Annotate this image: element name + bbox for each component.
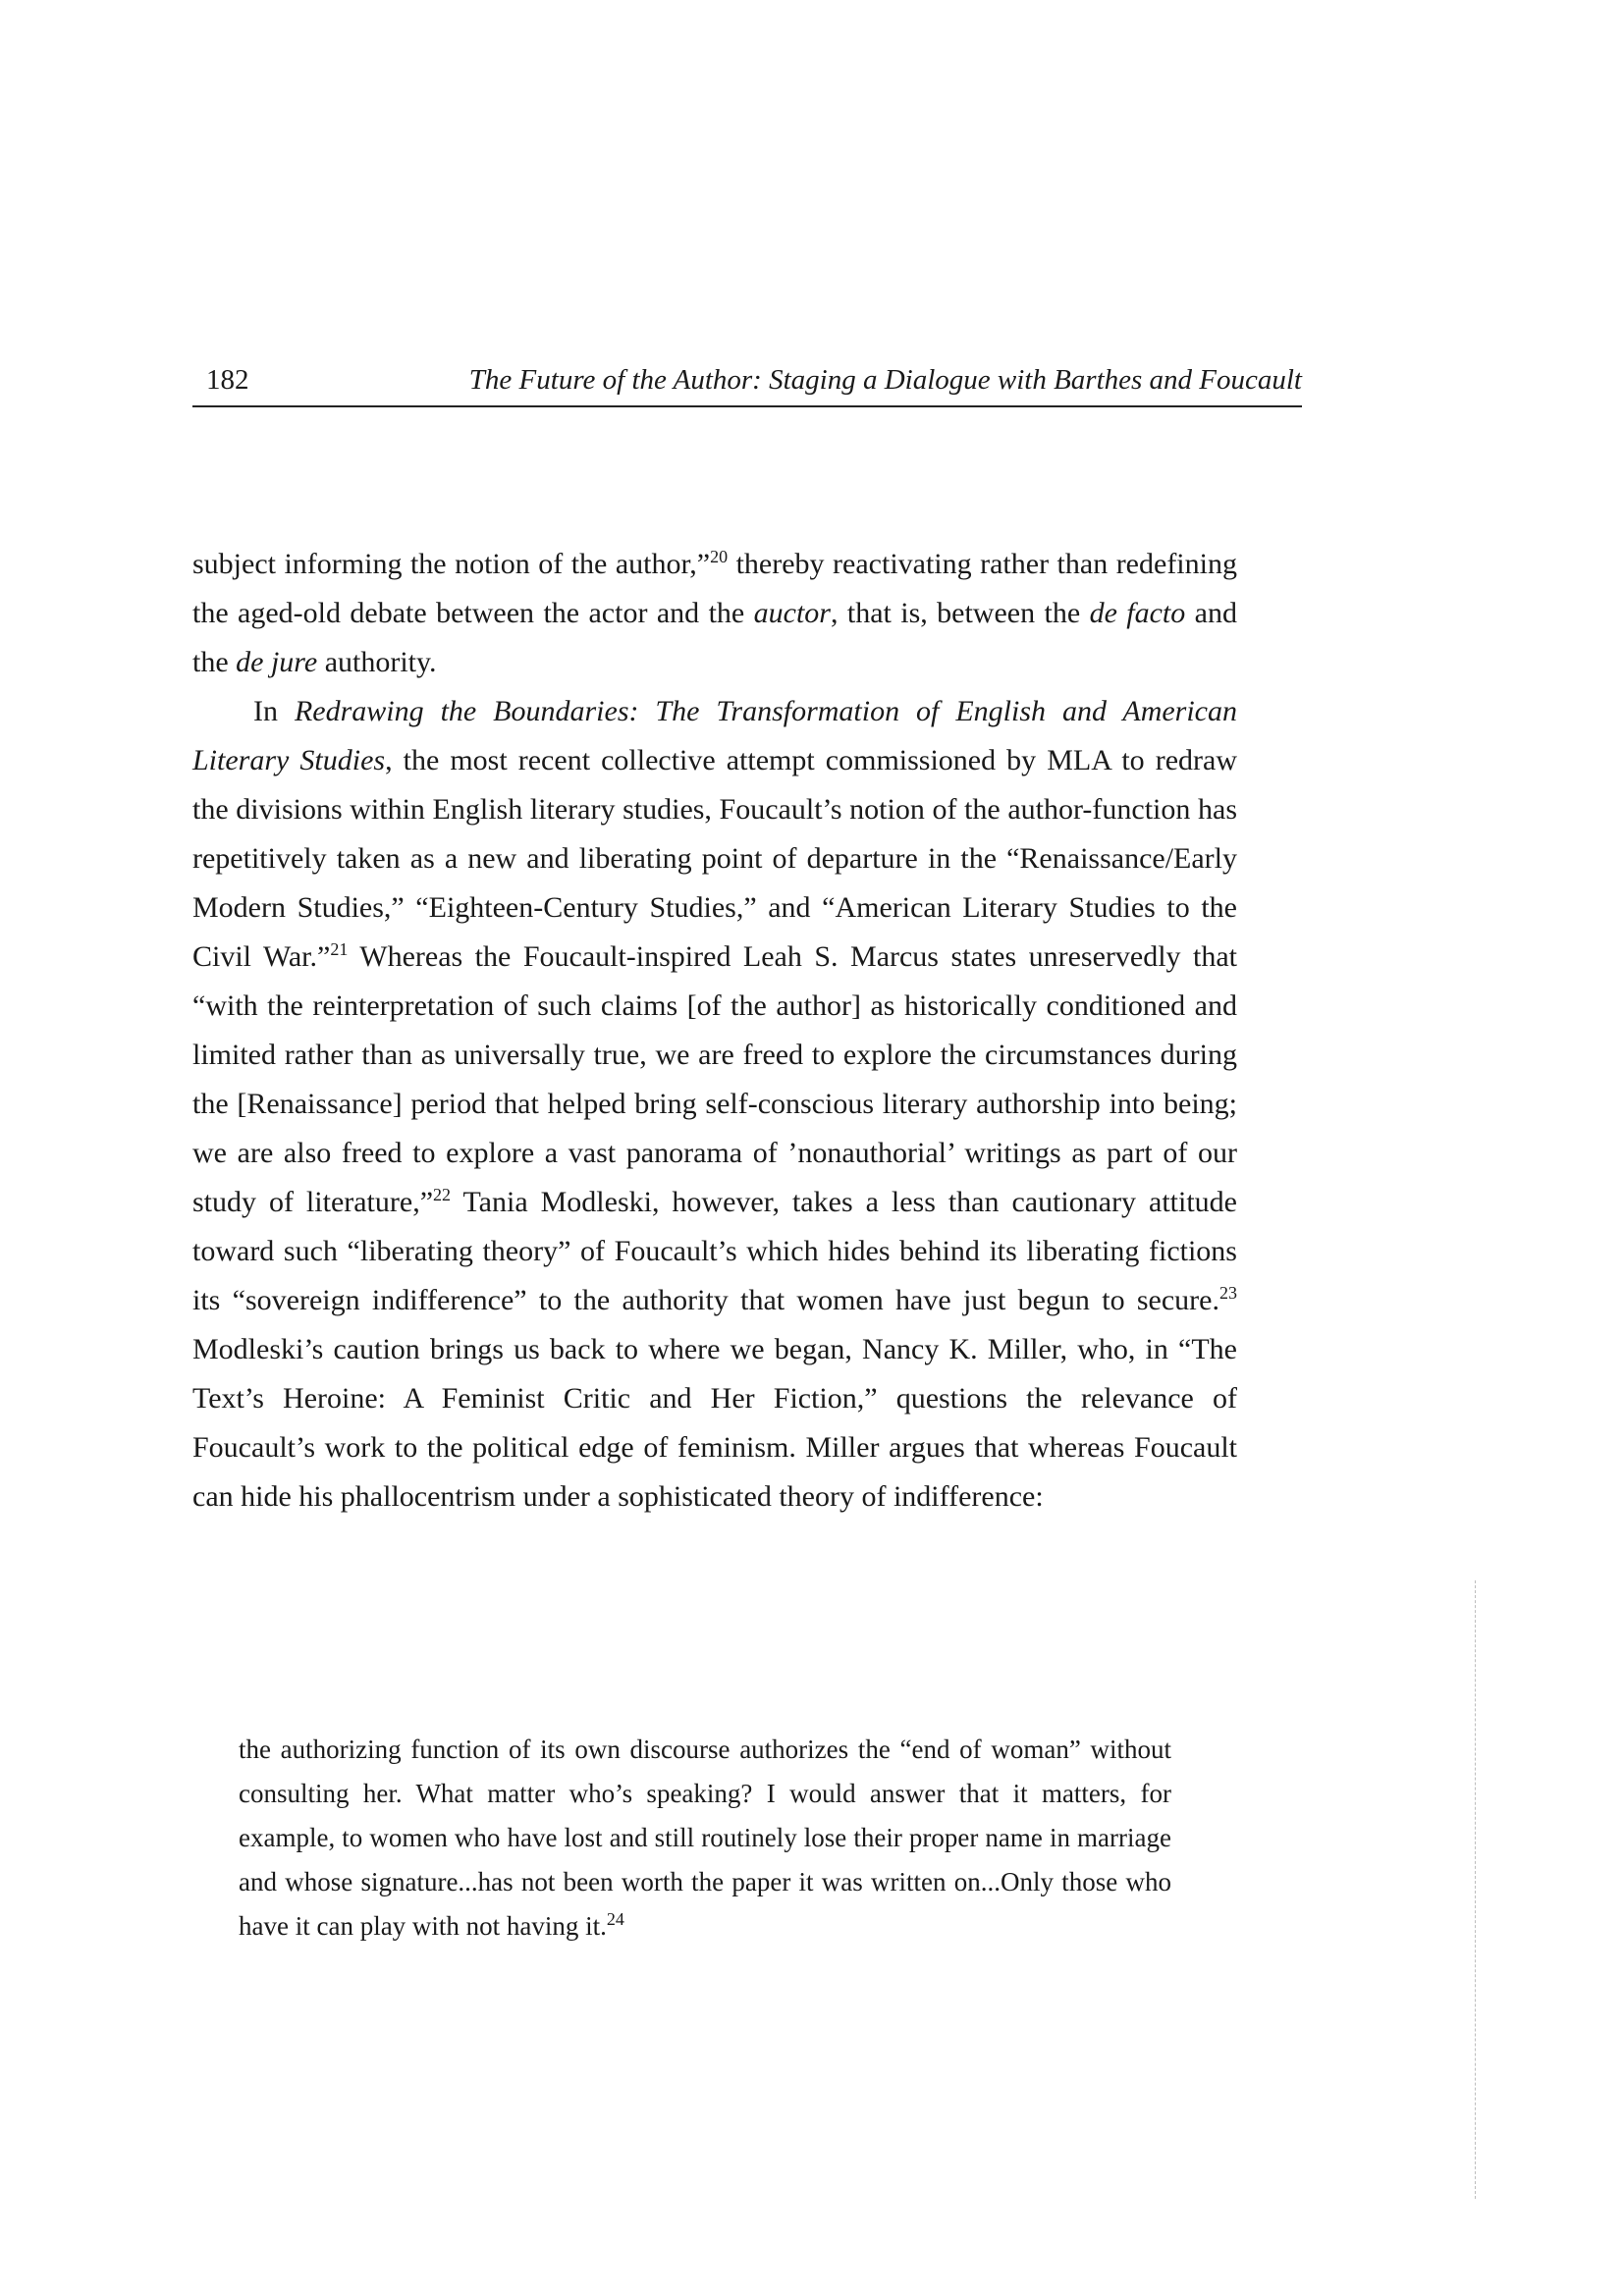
footnote-ref-23: 23 xyxy=(1219,1283,1237,1303)
paragraph-1 xyxy=(192,540,1237,687)
block-quote-paragraph xyxy=(239,1728,1171,1949)
running-title: The Future of the Author: Staging a Dialogue with Barthes and Foucault xyxy=(468,364,1302,396)
paragraph-1-text-1: subject informing the notion of the author,” xyxy=(192,548,711,580)
block-quote-text: the authorizing function of its own discourse authorizes the “end of woman” without consulting her. What matter who’s speaking? I would answer that it matters, for example, to women who have lost and still routinely lose their proper name in marriage and whose signature...has not been worth the paper it was written on...Only those who have it can play with not having it. xyxy=(239,1735,1171,1941)
paragraph-2-text-4: Tania Modleski, however, takes a less than cautionary attitude toward such “liberating theory” of Foucault’s which hides behind its liberating fictions its “sovereign indifference” to the authority that women have just begun to secure. xyxy=(192,1186,1237,1316)
paragraph-2-text-1: In xyxy=(253,695,295,727)
paragraph-1-text-3: , that is, between the xyxy=(830,597,1090,629)
paragraph-2 xyxy=(192,687,1237,1522)
footnote-ref-21: 21 xyxy=(330,939,349,959)
paragraph-1-text-2: thereby reactivating rather than redefining the aged-old debate between the actor and the xyxy=(192,548,1237,629)
footnote-ref-22: 22 xyxy=(433,1185,452,1204)
footnote-ref-20: 20 xyxy=(710,547,729,566)
scan-edge-mark xyxy=(1475,1580,1476,2199)
paragraph-2-text-3: Whereas the Foucault-inspired Leah S. Marcus states unreservedly that “with the reinterpretation of such claims [of the author] as historically conditioned and limited rather than as universally true, we are freed to explore the circumstances during the [Renaissance] period that helped bring self-conscious literary authorship into being; we are also freed to explore a vast panorama of ’nonauthorial’ writings as part of our study of literature,” xyxy=(192,940,1237,1218)
paragraph-2-text-2: , the most recent collective attempt commissioned by MLA to redraw the divisions within English literary studies, Foucault’s notion of the author-function has repetitively taken as a new and liberating point of departure in the “Renaissance/Early Modern Studies,” “Eighteen-Century Studies,” and “American Literary Studies to the Civil War.” xyxy=(192,744,1237,973)
term-de-facto: de facto xyxy=(1089,597,1186,629)
paragraph-1-text-4: and the xyxy=(192,597,1237,678)
term-auctor: auctor xyxy=(753,597,831,629)
footnote-ref-24: 24 xyxy=(606,1909,624,1929)
book-title: Redrawing the Boundaries: The Transformation of English and American Literary Studies xyxy=(192,695,1237,776)
page-number: 182 xyxy=(206,364,249,396)
term-de-jure: de jure xyxy=(236,646,318,678)
block-quote xyxy=(239,1728,1171,1949)
running-header xyxy=(192,358,1302,407)
body-text xyxy=(192,540,1237,1522)
paragraph-2-text-5: Modleski’s caution brings us back to where we began, Nancy K. Miller, who, in “The Text’s Heroine: A Feminist Critic and Her Fiction,” questions the relevance of Foucault’s work to the political edge of feminism. Miller argues that whereas Foucault can hide his phallocentrism under a sophisticated theory of indifference: xyxy=(192,1333,1237,1513)
paragraph-1-text-5: authority. xyxy=(317,646,437,678)
